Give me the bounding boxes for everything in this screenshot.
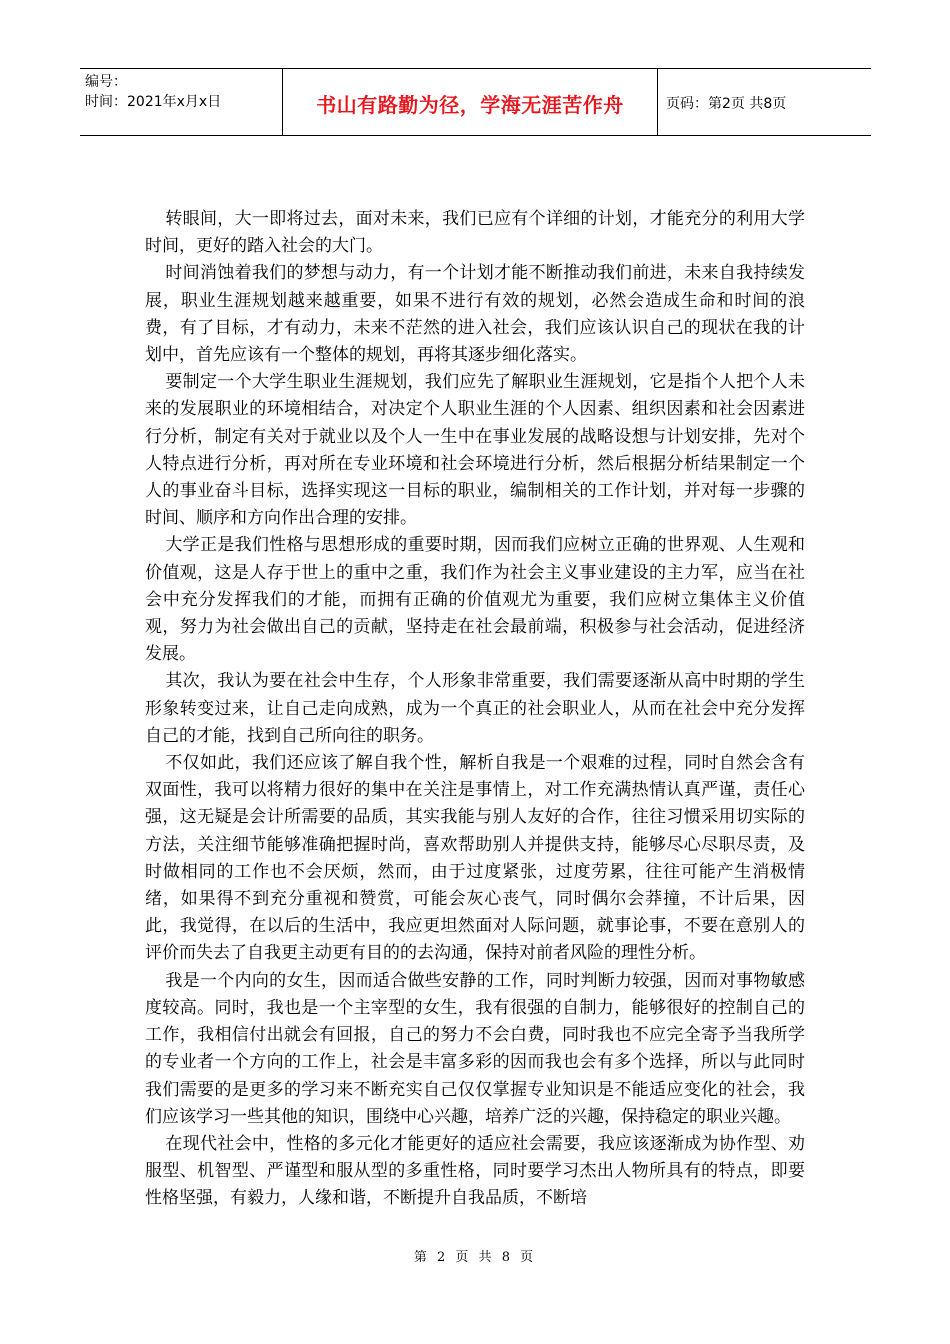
body-paragraph: 时间消蚀着我们的梦想与动力，有一个计划才能不断推动我们前进，未来自我持续发展，职业生涯规划越来越重要，如果不进行有效的规划，必然会造成生命和时间的浪费，有了目标，才有动力，未来不茫然的进入社会，我们应该认识自己的现状在我的计划中，首先应该有一个整体的规划，再将其逐步细化落实。	[145, 263, 805, 366]
header-page-info: 页码：第2页 共8页	[666, 96, 787, 112]
body-paragraph: 大学正是我们性格与思想形成的重要时期，因而我们应树立正确的世界观、人生观和价值观，这是人存于世上的重中之重，我们作为社会主义事业建设的主力军，应当在社会中充分发挥我们的才能，而拥有正确的价值观尤为重要，我们应树立集体主义价值观，努力为社会做出自己的贡献，坚持走在社会最前端，积极参与社会活动，促进经济发展。	[145, 535, 805, 665]
document-date: 时间：2021年x月x日	[85, 94, 222, 110]
document-number-label: 编号：	[85, 74, 127, 90]
body-paragraph: 我是一个内向的女生，因而适合做些安静的工作，同时判断力较强，因而对事物敏感度较高。同时，我也是一个主宰型的女生，我有很强的自制力，能够很好的控制自己的工作，我相信付出就会有回报，自己的努力不会白费，同时我也不应完全寄予当我所学的专业者一个方向的工作上，社会是丰富多彩的因而我也会有多个选择，所以与此同时我们需要的是更多的学习来不断充实自己仅仅掌握专业知识是不能适应变化的社会，我们应该学习一些其他的知识，围绕中心兴趣，培养广泛的兴趣，保持稳定的职业兴趣。	[145, 970, 805, 1127]
page-footer	[0, 1246, 950, 1265]
document-body	[145, 206, 805, 1213]
header-meta	[80, 69, 283, 135]
body-paragraph: 在现代社会中，性格的多元化才能更好的适应社会需要，我应该逐渐成为协作型、劝服型、机智型、严谨型和服从型的多重性格，同时要学习杰出人物所具有的特点，即要性格坚强，有毅力，人缘和谐，不断提升自我品质，不断培	[145, 1133, 805, 1209]
footer-page-number: 第 2 页 共 8 页	[413, 1250, 537, 1265]
header-motto: 书山有路勤为径，学海无涯苦作舟	[316, 92, 624, 117]
body-paragraph: 转眼间，大一即将过去，面对未来，我们已应有个详细的计划，才能充分的利用大学时间，更好的踏入社会的大门。	[145, 209, 805, 257]
header-motto-cell	[283, 69, 658, 135]
body-paragraph: 其次，我认为要在社会中生存，个人形象非常重要，我们需要逐渐从高中时期的学生形象转变过来，让自己走向成熟，成为一个真正的社会职业人，从而在社会中充分发挥自己的才能，找到自己所向往的职务。	[145, 671, 805, 746]
body-paragraph: 要制定一个大学生职业生涯规划，我们应先了解职业生涯规划，它是指个人把个人未来的发展职业的环境相结合，对决定个人职业生涯的个人因素、组织因素和社会因素进行分析，制定有关对于就业以及个人一生中在事业发展的战略设想与计划安排，先对个人特点进行分析，再对所在专业环境和社会环境进行分析，然后根据分析结果制定一个人的事业奋斗目标，选择实现这一目标的职业，编制相关的工作计划，并对每一步骤的时间、顺序和方向作出合理的安排。	[145, 372, 805, 529]
page-header	[80, 68, 871, 136]
body-paragraph: 不仅如此，我们还应该了解自我个性，解析自我是一个艰难的过程，同时自然会含有双面性，我可以将精力很好的集中在关注是事情上，对工作充满热情认真严谨，责任心强，这无疑是会计所需要的品质，其实我能与别人友好的合作，往往习惯采用切实际的方法，关注细节能够准确把握时尚，喜欢帮助别人并提供支持，能够尽心尽职尽责，及时做相同的工作也不会厌烦，然而，由于过度紧张，过度劳累，往往可能产生消极情绪，如果得不到充分重视和赞赏，可能会灰心丧气，同时偶尔会莽撞，不计后果，因此，我觉得，在以后的生活中，我应更坦然面对人际问题，就事论事，不要在意别人的评价而失去了自我更主动更有目的的去沟通，保持对前者风险的理性分析。	[145, 753, 805, 964]
header-page-info-cell	[658, 69, 871, 135]
